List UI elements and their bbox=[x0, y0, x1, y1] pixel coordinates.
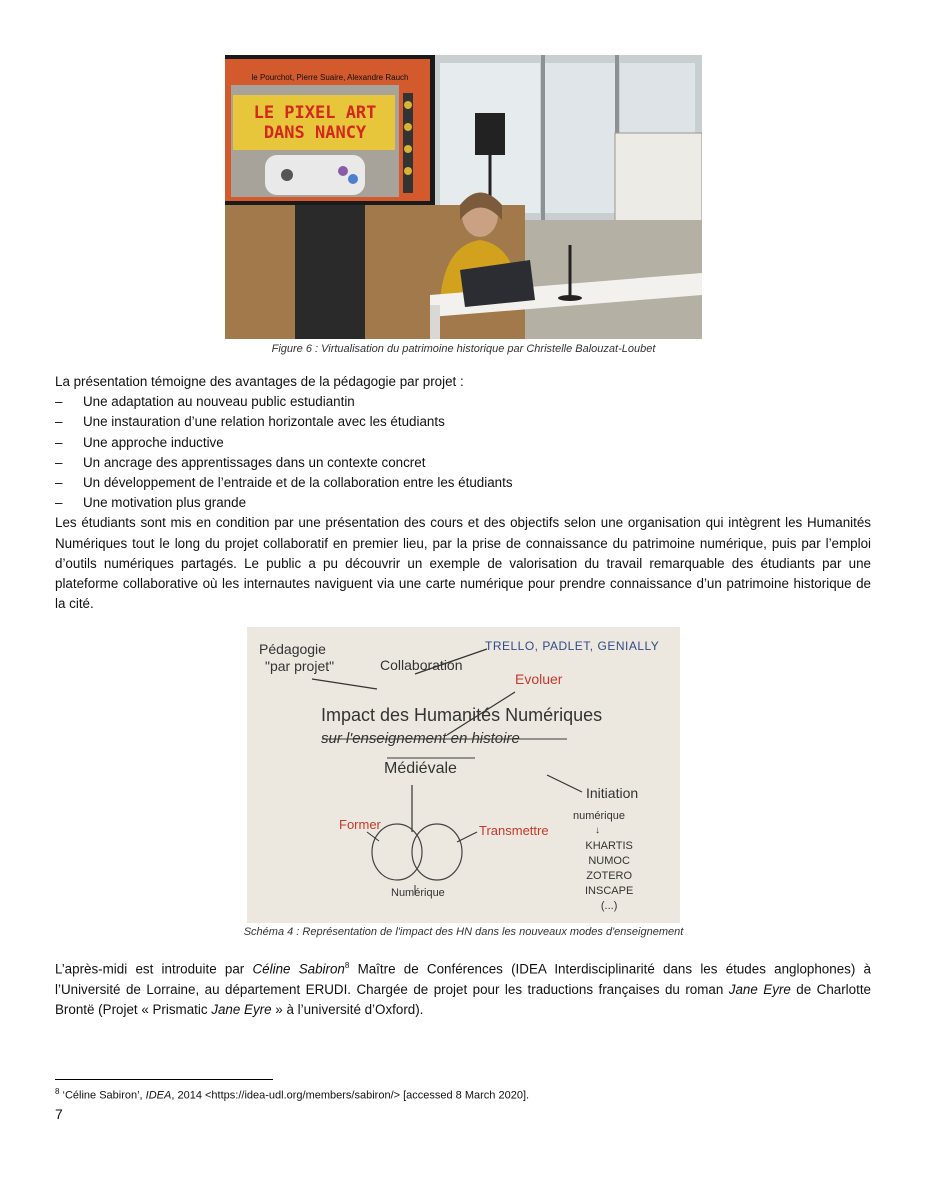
list-item: – Une approche inductive bbox=[55, 433, 871, 453]
list-item: INSCAPE bbox=[585, 885, 634, 897]
body-paragraph-1: Les étudiants sont mis en condition par une présentation des cours et des objectifs selon une organisation qui intègrent les Humanités Numériques tout le long du projet collaboratif en premier lieu, par la prise de connaissance du patrimoine numérique, puis par l’emploi d’outils numériques partagés. Le public a pu découvrir un exemple de valorisation du travail remarquable des étudiants par une plateforme collaborative où les internautes naviguent via une carte numérique pour prendre connaissance d’un patrimoine historique de la cité. bbox=[55, 515, 871, 612]
advantages-list bbox=[55, 392, 871, 513]
word-pedagogie bbox=[259, 641, 334, 675]
screen-title-line2: DANS NANCY bbox=[263, 123, 367, 143]
speaker-name: Céline Sabiron bbox=[252, 961, 345, 977]
footnote-text-1: ‘Céline Sabiron’, bbox=[59, 1089, 146, 1102]
page-number: 7 bbox=[55, 1106, 63, 1122]
list-item: – Une adaptation au nouveau public estudiantin bbox=[55, 392, 871, 412]
paragraph2-text-2: Maître de Conférences (IDEA Interdisciplinarité dans les études anglophones) à l’Université de Lorraine, au département ERUDI. Chargée de projet pour les traductions françaises du roman bbox=[55, 961, 872, 997]
word-impact-line3: Médiévale bbox=[384, 760, 457, 777]
conference-photo bbox=[225, 55, 702, 339]
footnote-number: 8 bbox=[55, 1087, 60, 1096]
paragraph2-text-4: » à l’université d’Oxford). bbox=[271, 1001, 424, 1017]
screen-title-line1: LE PIXEL ART bbox=[253, 103, 377, 123]
word-impact-line2: sur l'enseignement en histoire bbox=[321, 730, 520, 747]
book-title-2: Jane Eyre bbox=[211, 1001, 272, 1017]
list-item: – Une instauration d’une relation horizontale avec les étudiants bbox=[55, 412, 871, 432]
list-item: KHARTIS bbox=[585, 840, 633, 852]
word-transmettre: Transmettre bbox=[479, 823, 549, 838]
word-collaboration: Collaboration bbox=[380, 657, 463, 673]
advantages-intro: La présentation témoigne des avantages de la pédagogie par projet : bbox=[55, 374, 464, 389]
list-item: (...) bbox=[600, 900, 618, 912]
list-item: NUMOC bbox=[588, 855, 630, 867]
list-item: – Un ancrage des apprentissages dans un contexte concret bbox=[55, 453, 871, 473]
word-pedagogie-line1: Pédagogie bbox=[259, 641, 326, 657]
book-title-1: Jane Eyre bbox=[728, 981, 791, 997]
list-item: – Un développement de l’entraide et de la collaboration entre les étudiants bbox=[55, 473, 871, 493]
screen-title bbox=[231, 103, 399, 143]
word-pedagogie-line2: "par projet" bbox=[265, 658, 335, 674]
word-numerique: Numérique bbox=[391, 887, 445, 899]
advantages-section bbox=[55, 372, 871, 614]
schema4-caption: Schéma 4 : Représentation de l'impact des HN dans les nouveaux modes d'enseignement bbox=[243, 926, 684, 938]
word-numerique-sub: numérique bbox=[573, 810, 625, 822]
initiation-tools-list bbox=[585, 839, 633, 914]
footnote-source: IDEA bbox=[145, 1089, 172, 1102]
list-item: ZOTERO bbox=[586, 870, 633, 882]
word-former: Former bbox=[339, 817, 381, 832]
list-item: – Une motivation plus grande bbox=[55, 493, 871, 513]
whiteboard-photo: Pédagogie "par projet" Collaboration TRELLO, PADLET, GENIALLY Evoluer Impact des Humanités Numériques sur l'enseignement en histoire Médiévale Initiation numérique ↓ KHARTIS NUMOC ZOTERO INSCAPE (...) Former Transmettre Numérique bbox=[247, 627, 680, 923]
word-evoluer: Evoluer bbox=[515, 671, 563, 687]
paragraph2-text-3: de Charlotte Brontë (Projet « Prismatic bbox=[55, 981, 871, 1017]
conference-photo-drawing bbox=[225, 55, 702, 339]
footnote bbox=[55, 1087, 529, 1102]
word-impact-line1: Impact des Humanités Numériques bbox=[321, 705, 603, 725]
word-tools: TRELLO, PADLET, GENIALLY bbox=[485, 639, 660, 653]
footnote-ref: 8 bbox=[344, 961, 350, 970]
paragraph2-text-1: L’après-midi est introduite par bbox=[55, 961, 253, 977]
footnote-text-2: , 2014 <https://idea-udl.org/members/sabiron/> [accessed 8 March 2020]. bbox=[171, 1089, 530, 1102]
body-paragraph-2 bbox=[55, 956, 871, 1020]
figure6-caption: Figure 6 : Virtualisation du patrimoine historique par Christelle Balouzat-Loubet bbox=[271, 343, 656, 355]
word-initiation: Initiation bbox=[586, 785, 639, 801]
screen-authors: le Pourchot, Pierre Suaire, Alexandre Rauch bbox=[251, 73, 409, 82]
footnote-divider bbox=[55, 1079, 273, 1080]
